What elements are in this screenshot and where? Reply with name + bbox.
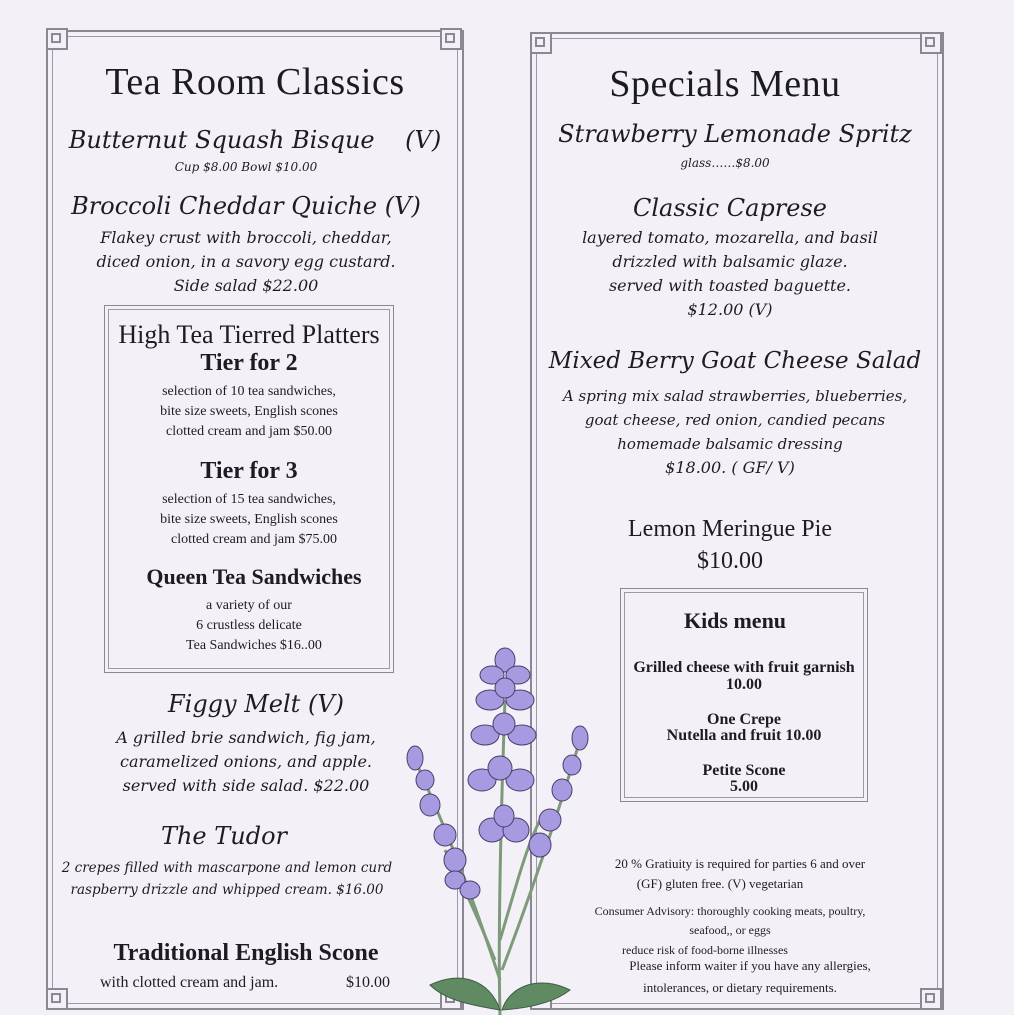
tier3-line2: bite size sweets, English scones xyxy=(160,512,338,527)
lavender-illustration xyxy=(400,640,600,1015)
queen-line2: 6 crustless delicate xyxy=(196,618,302,633)
figgy-name: Figgy Melt (V) xyxy=(167,690,345,718)
salad-line1: A spring mix salad strawberries, blueberries, xyxy=(562,387,908,405)
quiche-name: Broccoli Cheddar Quiche (V) xyxy=(71,192,421,220)
corner-ornament xyxy=(530,32,552,54)
quiche-desc-line2: diced onion, in a savory egg custard. xyxy=(96,252,396,271)
platters-title: High Tea Tierred Platters xyxy=(118,320,380,349)
kids-item1-name: Grilled cheese with fruit garnish xyxy=(633,659,855,676)
bisque-title: Butternut Squash Bisque xyxy=(68,126,375,154)
corner-ornament xyxy=(920,32,942,54)
quiche-price: Side salad $22.00 xyxy=(173,276,319,295)
right-menu-title: Specials Menu xyxy=(609,63,841,105)
caprese-line1: layered tomato, mozarella, and basil xyxy=(582,228,878,247)
quiche-desc-line1: Flakey crust with broccoli, cheddar, xyxy=(100,228,392,247)
tier2-name: Tier for 2 xyxy=(200,350,298,376)
caprese-name: Classic Caprese xyxy=(633,194,827,222)
tudor-price: raspberry drizzle and whipped cream. $16.00 xyxy=(70,882,384,898)
figgy-price: served with side salad. $22.00 xyxy=(122,776,370,795)
footer-legend: (GF) gluten free. (V) vegetarian xyxy=(636,876,804,891)
tier2-price: clotted cream and jam $50.00 xyxy=(166,424,332,439)
spritz-price: glass……$8.00 xyxy=(680,156,770,170)
pie-price: $10.00 xyxy=(697,548,763,574)
tier3-name: Tier for 3 xyxy=(200,458,298,484)
kids-item1-price: 10.00 xyxy=(726,676,762,693)
queen-line1: a variety of our xyxy=(206,598,292,613)
caprese-price: $12.00 (V) xyxy=(687,300,773,319)
footer-advisory-line1: Consumer Advisory: thoroughly cooking meats, poultry, xyxy=(594,904,866,918)
kids-item2-name: One Crepe xyxy=(707,711,781,728)
kids-menu-title: Kids menu xyxy=(683,608,787,633)
corner-ornament xyxy=(46,988,68,1010)
footer-allergy-line2: intolerances, or dietary requirements. xyxy=(643,980,837,995)
tier3-line1: selection of 15 tea sandwiches, xyxy=(162,492,336,507)
salad-price: $18.00. ( GF/ V) xyxy=(665,458,795,477)
figgy-line1: A grilled brie sandwich, fig jam, xyxy=(116,728,376,747)
footer-advisory-line2: seafood,, or eggs xyxy=(689,923,771,937)
scone-price: $10.00 xyxy=(346,974,390,991)
spritz-name: Strawberry Lemonade Spritz xyxy=(558,120,912,148)
scone-desc: with clotted cream and jam. xyxy=(100,974,279,991)
bisque-price: Cup $8.00 Bowl $10.00 xyxy=(174,160,318,174)
footer-gratuity: 20 % Gratiuity is required for parties 6 and over xyxy=(614,856,866,871)
corner-ornament xyxy=(920,988,942,1010)
scone-name: Traditional English Scone xyxy=(113,940,379,966)
salad-name: Mixed Berry Goat Cheese Salad xyxy=(548,348,922,374)
figgy-line2: caramelized onions, and apple. xyxy=(119,752,373,771)
caprese-line3: served with toasted baguette. xyxy=(608,276,852,295)
bisque-tag: (V) xyxy=(405,126,442,154)
tier2-line2: bite size sweets, English scones xyxy=(160,404,338,419)
kids-item2-price: Nutella and fruit 10.00 xyxy=(666,727,822,744)
tier2-line1: selection of 10 tea sandwiches, xyxy=(162,384,336,399)
queen-name: Queen Tea Sandwiches xyxy=(146,564,362,589)
left-menu-title: Tea Room Classics xyxy=(105,61,405,103)
queen-price: Tea Sandwiches $16..00 xyxy=(186,638,322,653)
kids-item3-price: 5.00 xyxy=(730,778,758,795)
corner-ornament xyxy=(440,28,462,50)
tier3-price: clotted cream and jam $75.00 xyxy=(171,532,337,547)
kids-item3-name: Petite Scone xyxy=(702,762,786,779)
pie-name: Lemon Meringue Pie xyxy=(628,516,832,542)
corner-ornament xyxy=(46,28,68,50)
bisque-name xyxy=(46,126,464,154)
footer-allergy-line1: Please inform waiter if you have any allergies, xyxy=(629,958,871,973)
caprese-line2: drizzled with balsamic glaze. xyxy=(612,252,848,271)
salad-line3: homemade balsamic dressing xyxy=(617,435,843,453)
tudor-line1: 2 crepes filled with mascarpone and lemon curd xyxy=(61,860,393,876)
footer-advisory-line3: reduce risk of food-borne illnesses xyxy=(622,943,788,957)
tudor-name: The Tudor xyxy=(160,822,288,850)
salad-line2: goat cheese, red onion, candied pecans xyxy=(584,411,886,429)
